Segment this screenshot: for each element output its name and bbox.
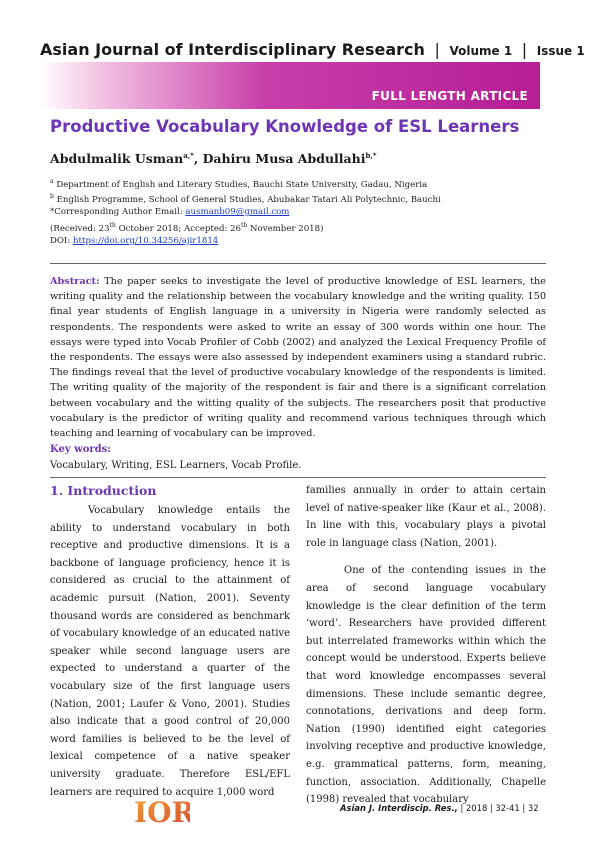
- received-prefix: (Received: 23: [50, 223, 110, 234]
- article-title: Productive Vocabulary Knowledge of ESL Learners: [50, 117, 520, 136]
- keywords-text: Vocabulary, Writing, ESL Learners, Vocab Profile.: [50, 460, 302, 471]
- footer-citation: [340, 803, 539, 813]
- article-type-label: FULL LENGTH ARTICLE: [371, 89, 528, 103]
- author-1: Abdulmalik Usman: [50, 151, 184, 167]
- journal-name: Asian Journal of Interdisciplinary Research: [40, 40, 425, 59]
- affiliation-a-marker: a: [50, 178, 54, 185]
- abstract-label: Abstract:: [50, 276, 100, 287]
- received-dates: [50, 222, 323, 234]
- corresponding-email-link[interactable]: ausmanb09@gmail.com: [185, 207, 290, 217]
- affiliation-b-marker: b: [50, 193, 54, 200]
- body-left-column: [50, 502, 290, 801]
- publisher-logo-icon: [132, 794, 190, 828]
- footer-pages: | 2018 | 32-41 | 32: [457, 803, 539, 813]
- accepted-sup: th: [241, 222, 248, 229]
- abstract-top-rule: [50, 263, 546, 264]
- article-type-banner: [40, 62, 540, 109]
- journal-issue: Issue 1: [536, 44, 585, 58]
- section-heading-introduction: 1. Introduction: [50, 483, 157, 498]
- left-paragraph-1: Vocabulary knowledge entails the ability to understand vocabulary in both receptive and productive dimensions. It is a backbone of language proficiency, hence it is considered as crucial to the attainment of academic pursuit (Nation, 2001). Seventy thousand words are considered as benchmark of vocabulary knowledge of an educated native speaker while second language users are expected to understand a quarter of the vocabulary size of the first language users (Nation, 2001; Laufer & Vono, 2001). Studies also indicate that a good control of 20,000 word families is believed to be the level of lexical competence of a native speaker university graduate. Therefore ESL/EFL learners are required to acquire 1,000 word: [50, 505, 290, 798]
- author-separator: ,: [193, 151, 203, 167]
- footer-journal-abbrev: Asian J. Interdiscip. Res.,: [340, 803, 458, 813]
- author-2: Dahiru Musa Abdullahi: [202, 151, 366, 167]
- affiliation-b: [50, 193, 441, 205]
- corresponding-label: *Corresponding Author Email:: [50, 207, 186, 217]
- abstract-text: The paper seeks to investigate the level of productive knowledge of ESL learners, the writing quality and the relationship between the vocabulary knowledge and the writing quality. 150 final year students of English language in a university in Nigeria were randomly selected as respondents. The respondents were asked to write an essay of 300 words within one hour. The essays were typed into Vocab Profiler of Cobb (2002) and analyzed the Lexical Frequency Profile of the respondents. The essays were also assessed by independent examiners using a standard rubric. The findings reveal that the level of productive vocabulary knowledge of the respondents is limited. The writing quality of the majority of the respondent is fair and there is a significant correlation between vocabulary and the witting quality of the subjects. The researchers posit that productive vocabulary is the predictor of writing quality and recommend various techniques through which teaching and learning of vocabulary can be improved.: [50, 276, 546, 440]
- abstract: [50, 274, 546, 441]
- author-2-marker: b,*: [365, 151, 377, 160]
- journal-header: [40, 40, 585, 59]
- doi-label: DOI:: [50, 236, 73, 246]
- keywords-label: Key words:: [50, 444, 111, 455]
- right-paragraph-2: One of the contending issues in the area of second language vocabulary knowledge is the clear definition of the term ‘word’. Researchers have provided different but interrelated frameworks within which the concept would be understood. Experts believe that word knowledge encompasses several dimensions. These include semantic degree, connotations, derivations and deep form. Nation (1990) identified eight categories involving receptive and productive knowledge, e.g. grammatical patterns, form, meaning, function, association. Additionally, Chapelle (1998) revealed that vocabulary: [306, 565, 546, 806]
- doi-line: [50, 236, 218, 246]
- affiliation-a-text: Department of English and Literary Studies, Bauchi State University, Gadau, Nigeria: [56, 179, 428, 190]
- right-paragraph-1: families annually in order to attain certain level of native-speaker like (Kaur et al., 2008). In line with this, vocabulary plays a pivotal role in language class (Nation, 2001).: [306, 485, 546, 549]
- journal-volume: Volume 1: [449, 44, 513, 58]
- received-suffix: November 2018): [247, 223, 324, 234]
- author-line: [50, 151, 376, 166]
- body-right-column: [306, 482, 546, 809]
- header-separator: |: [521, 40, 528, 59]
- keywords-bottom-rule: [50, 477, 546, 478]
- publisher-logo: [132, 794, 190, 828]
- affiliation-a: [50, 178, 427, 190]
- header-separator: |: [434, 40, 440, 59]
- affiliation-b-text: English Programme, School of General Studies, Abubakar Tatari Ali Polytechnic, Bauchi: [56, 194, 441, 205]
- doi-link[interactable]: https://doi.org/10.34256/ajir1814: [72, 236, 219, 246]
- received-sup: th: [109, 222, 116, 229]
- received-mid: October 2018; Accepted: 26: [115, 223, 242, 234]
- corresponding-author: [50, 207, 289, 217]
- author-1-marker: a,*: [183, 151, 194, 160]
- logo-letters: IOR: [134, 796, 190, 828]
